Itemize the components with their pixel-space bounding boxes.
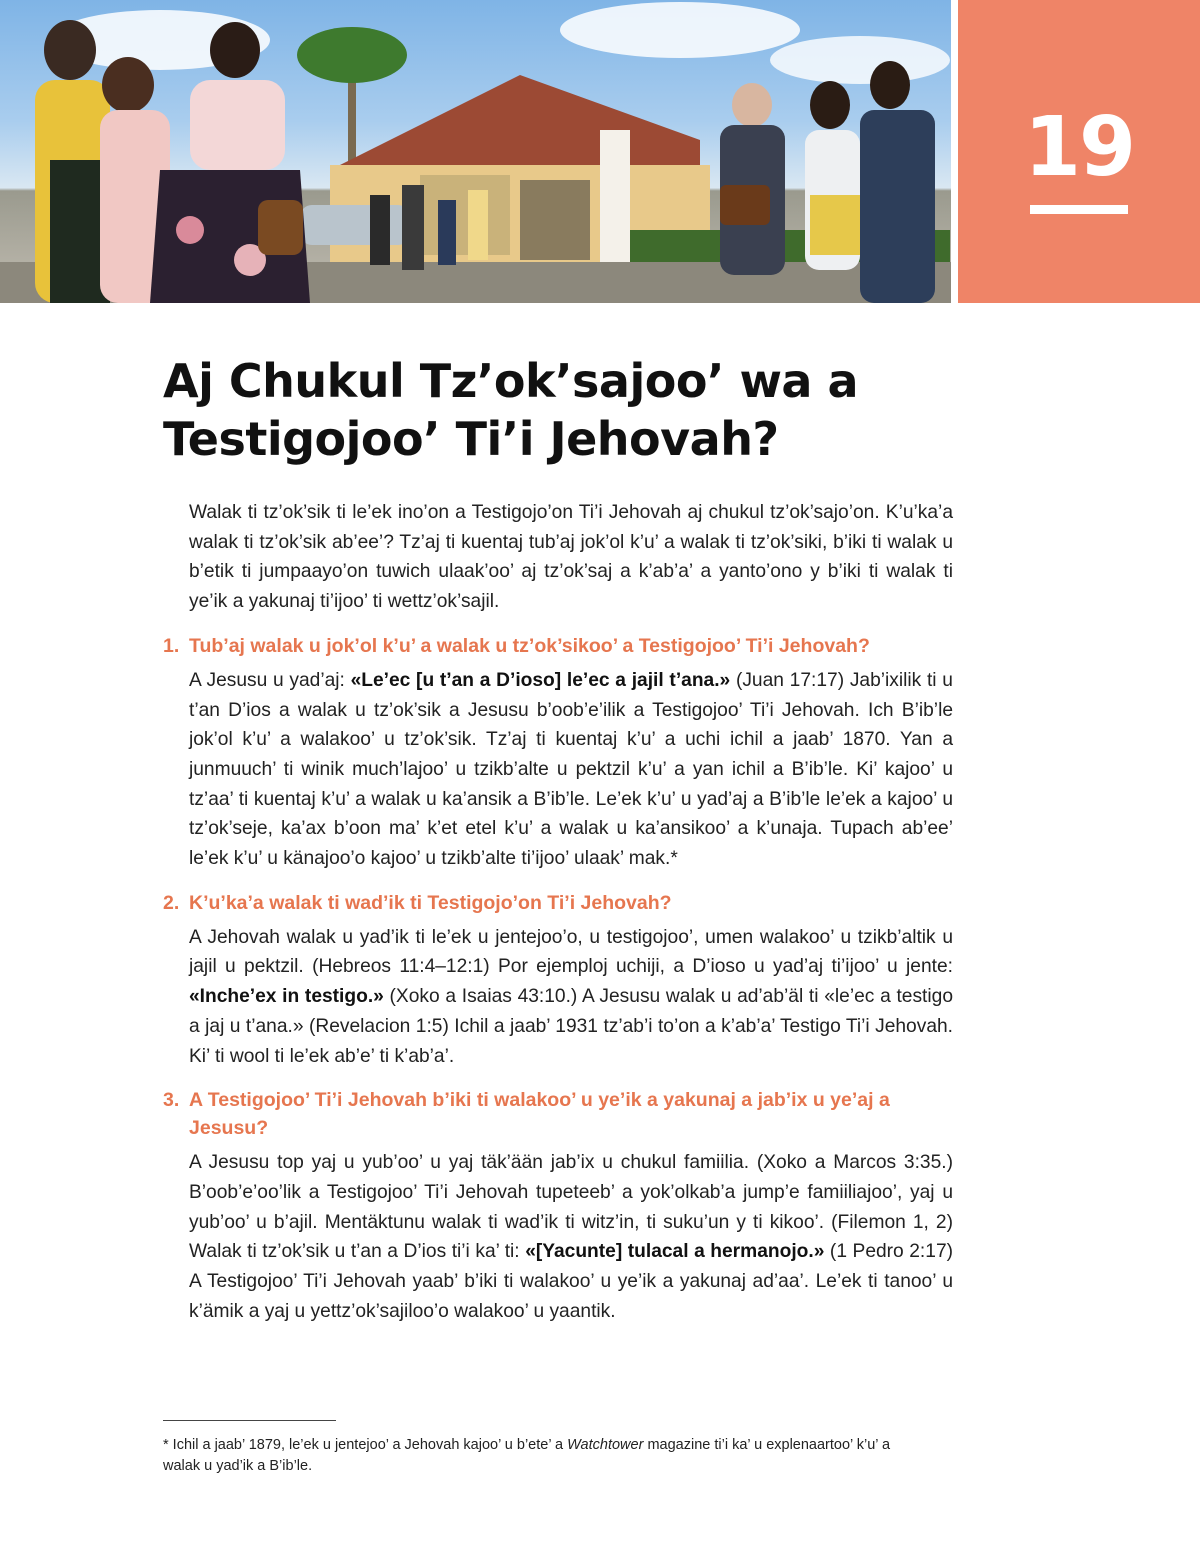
footnote-divider xyxy=(163,1420,336,1421)
question-text: K’u’ka’a walak ti wad’ik ti Testigojo’on Ti’i Jehovah? xyxy=(189,891,672,914)
paragraph-text: A Jesusu u yad’aj: xyxy=(189,669,351,691)
question-number: 3. xyxy=(163,1089,180,1112)
footnote xyxy=(163,1435,923,1477)
lesson-number: 19 xyxy=(1023,100,1135,195)
question-number: 2. xyxy=(163,891,180,914)
section-paragraph-3 xyxy=(189,1148,953,1326)
paragraph-text: A Jehovah walak u yad’ik ti le’ek u jentejoo’o, u testigojoo’, umen walakoo’ u tzikb’altik u jajil u pektzil. (Hebreos 11:4–12:1) Por ejemploj uchiji, a D’ioso u yad’aj ti’ijoo’ u jente: xyxy=(189,926,953,978)
question-heading-1 xyxy=(163,632,953,660)
scripture-quote: «[Yacunte] tulacal a hermanojo.» xyxy=(525,1241,825,1263)
question-number: 1. xyxy=(163,634,180,657)
paragraph-text: (Juan 17:17) Jab’ixilik ti u t’an D’ios a walak u tz’ok’sik a Jesusu b’oob’e’ilik a Testigojoo’ Ti’i Jehovah. Ich B’ib’le jok’ol k’u’ a walakoo’ u tz’ok’sik. Tz’aj ti kuentaj k’u’ a uchi ichil a jaab’ 1870. Yan a junmuuch’ ti winik much’lajoo’ u tzikb’alte u pektzil k’u’ a yan ichil a B’ib’le. Ki’ kajoo’ u tz’aa’ ti kuentaj k’u’ a walak u ka’ansik a B’ib’le. Le’ek k’u’ u yad’aj a B’ib’le le’ek a kajoo’ u tz’ok’seje, ka’ax b’oon ma’ k’et etel k’u’ a walak u ka’ansikoo’ a k’unaja. Tupach ab’ee’ le’ek k’u’ u känajoo’o kajoo’ u tzikb’alte ti’ijoo’ ulaak’ mak.* xyxy=(189,669,953,870)
lesson-number-block xyxy=(958,0,1200,303)
header-photo xyxy=(0,0,951,303)
page-title: Aj Chukul Tz’ok’sajoo’ wa a Testigojoo’ Ti’i Jehovah? xyxy=(163,354,859,466)
question-heading-2 xyxy=(163,889,953,917)
question-heading-3 xyxy=(163,1086,953,1142)
header-photo-illustration xyxy=(0,0,951,303)
intro-paragraph: Walak ti tz’ok’sik ti le’ek ino’on a Testigojo’on Ti’i Jehovah aj chukul tz’ok’sajo’on. K’u’ka’a walak ti tz’ok’sik ab’ee’? Tz’aj ti kuentaj tub’aj jok’ol k’u’ a walak ti tz’ok’siki, b’iki ti walak u b’etik ti jumpaayo’on tuwich ulaak’oo’ aj tz’ok’saj a k’ab’a’ a yanto’ono y b’iki ti walak ti ye’ik a yakunaj ti’ijoo’ ti wettz’ok’sajil. xyxy=(189,502,953,613)
footnote-italic: Watchtower xyxy=(567,1437,644,1453)
paragraph-text: A Jesusu top yaj u yub’oo’ u yaj täk’ään jab’ix u chukul famiilia. (Xoko a Marcos 3:35.) B’oob’e’oo’lik a Testigojoo’ Ti’i Jehovah tupeteeb’ a yok’olkab’a jump’e famiiliajoo’, yaj u yub’oo’ u b’ajil. Mentäktunu walak ti wad’ik ti witz’in, ti suku’un y ti kikoo’. (Filemon 1, 2) Walak ti tz’ok’sik u t’an a D’ios ti’i ka’ ti: xyxy=(189,1152,953,1263)
footnote-text: * Ichil a jaab’ 1879, le’ek u jentejoo’ a Jehovah kajoo’ u b’ete’ a xyxy=(163,1437,568,1453)
question-text: A Testigojoo’ Ti’i Jehovah b’iki ti walakoo’ u ye’ik a yakunaj a jab’ix u ye’aj a Jesusu? xyxy=(189,1089,890,1140)
section-paragraph-1 xyxy=(189,666,953,874)
footnote-text: magazine ti’i ka’ u explenaartoo’ k’u’ a walak u yad’ik a B’ib’le. xyxy=(163,1437,891,1474)
scripture-quote: «Le’ec [u t’an a D’ioso] le’ec a jajil t’ana.» xyxy=(350,669,731,691)
question-text: Tub’aj walak u jok’ol k’u’ a walak u tz’ok’sikoo’ a Testigojoo’ Ti’i Jehovah? xyxy=(189,634,870,657)
lesson-number-underline xyxy=(1030,205,1128,214)
paragraph-text: (Xoko a Isaias 43:10.) A Jesusu walak u ad’ab’äl ti «le’ec a testigo a jaj u t’ana.» (Revelacion 1:5) Ichil a jaab’ 1931 tz’ab’i to’on a k’ab’a’ Testigo Ti’i Jehovah. Ki’ ti wool ti le’ek ab’e’ ti k’ab’a’. xyxy=(189,986,953,1067)
scripture-quote: «Inche’ex in testigo.» xyxy=(189,986,384,1008)
section-paragraph-2 xyxy=(189,923,953,1072)
paragraph-text: (1 Pedro 2:17) A Testigojoo’ Ti’i Jehovah yaab’ b’iki ti walakoo’ u ye’ik a yakunaj ad’aa’. Le’ek ti tanoo’ u k’ämik a yaj u yettz’ok’sajiloo’o walakoo’ u yaantik. xyxy=(189,1241,954,1322)
lesson-content xyxy=(163,498,953,1326)
